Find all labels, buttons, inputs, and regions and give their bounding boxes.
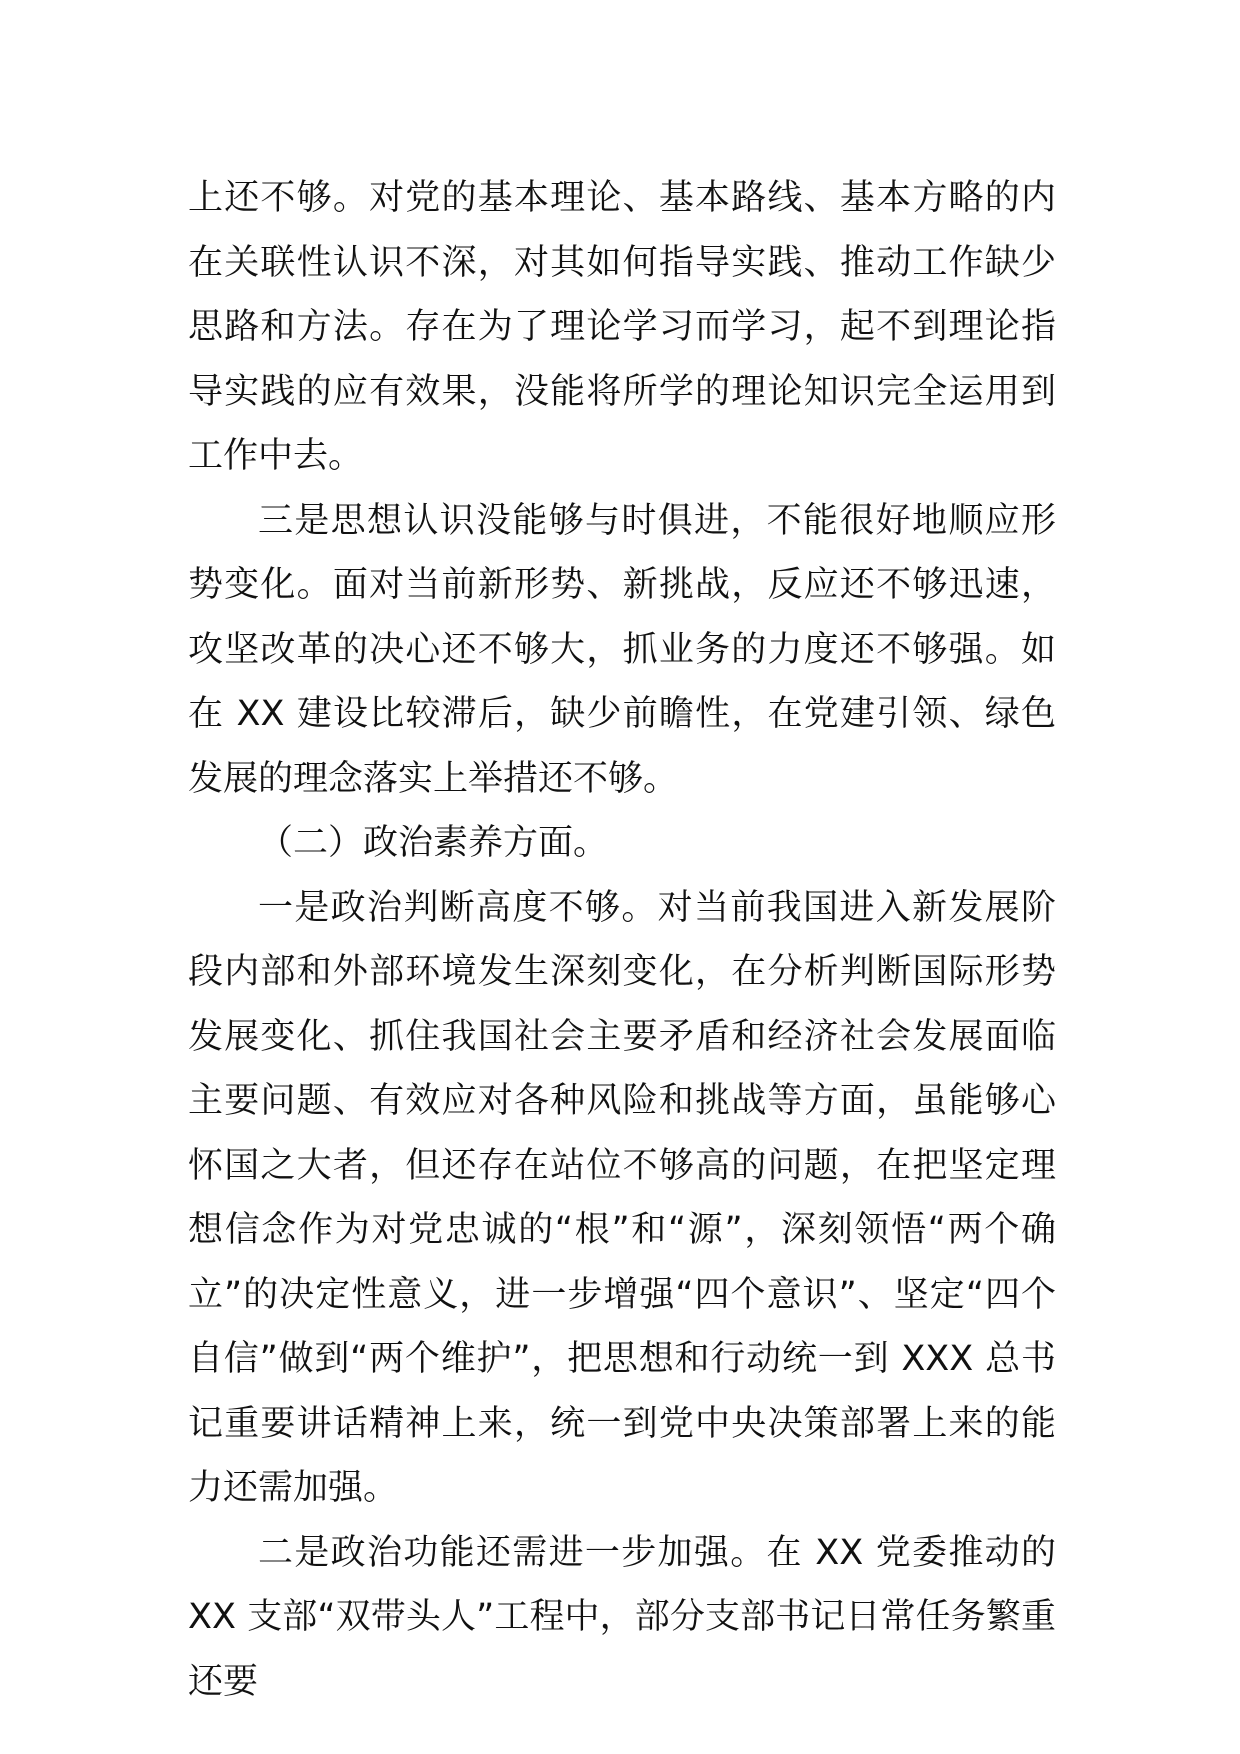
- paragraph-political-function: 二是政治功能还需进一步加强。在 XX 党委推动的 XX 支部“双带头人”工程中，部分支部书记日常任务繁重还要: [188, 1532, 1056, 1702]
- section-heading-political-literacy: （二）政治素养方面。: [258, 823, 609, 863]
- paragraph-continuation: 上还不够。对党的基本理论、基本路线、基本方略的内在关联性认识不深，对其如何指导实践、推动工作缺少思路和方法。存在为了理论学习而学习，起不到理论指导实践的应有效果，没能将所学的理论知识完全运用到工作中去。: [188, 178, 1056, 476]
- document-body: [188, 166, 1056, 1714]
- paragraph-political-judgment: 一是政治判断高度不够。对当前我国进入新发展阶段内部和外部环境发生深刻变化，在分析判断国际形势发展变化、抓住我国社会主要矛盾和经济社会发展面临主要问题、有效应对各种风险和挑战等方面，虽能够心怀国之大者，但还存在站位不够高的问题，在把坚定理想信念作为对党忠诚的“根”和“源”，深刻领悟“两个确立”的决定性意义，进一步增强“四个意识”、坚定“四个自信”做到“两个维护”，把思想和行动统一到 XXX 总书记重要讲话精神上来，统一到党中央决策部署上来的能力还需加强。: [188, 887, 1056, 1508]
- paragraph-thought-understanding: 三是思想认识没能够与时俱进，不能很好地顺应形势变化。面对当前新形势、新挑战，反应还不够迅速，攻坚改革的决心还不够大，抓业务的力度还不够强。如在 XX 建设比较滞后，缺少前瞻性，在党建引领、绿色发展的理念落实上举措还不够。: [188, 500, 1056, 799]
